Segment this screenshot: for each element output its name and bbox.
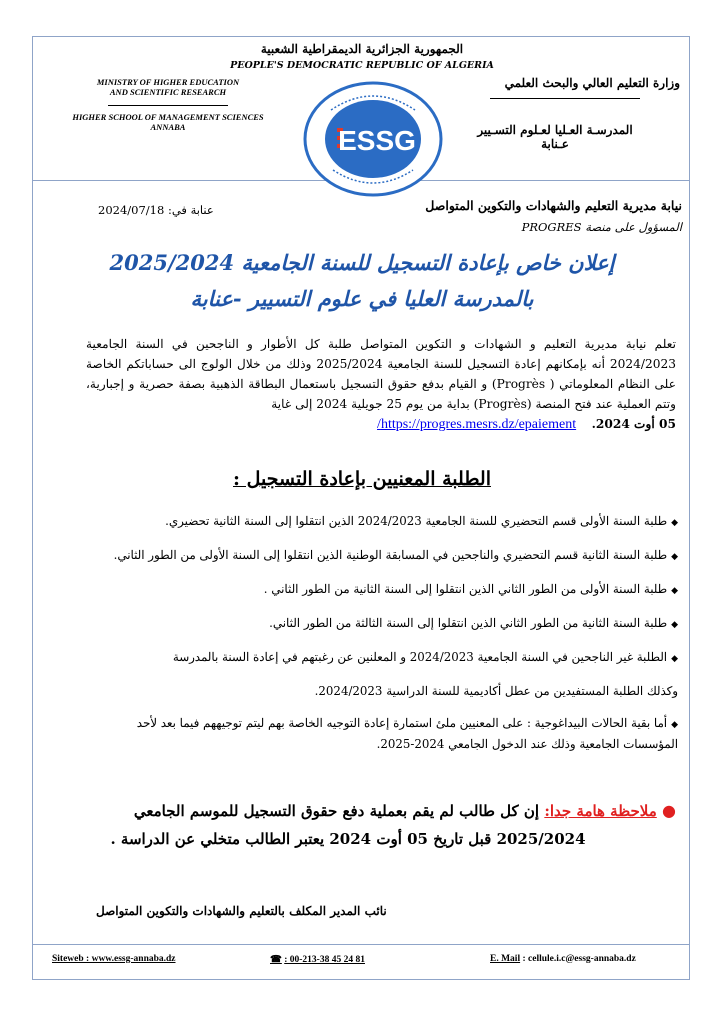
footer-divider: [32, 944, 690, 945]
platform-responsible: المسؤول على منصة PROGRES: [521, 220, 682, 234]
list-item: ◆الطلبة غير الناجحين في السنة الجامعية 2024/2023 و المعلنين عن رغبتهم في إعادة السنة بالمدرسة: [172, 650, 678, 664]
note-line2: 2025/2024 قبل تاريخ 05 أوت 2024 يعتبر الطالب متخلي عن الدراسة .: [110, 830, 586, 848]
republic-english: PEOPLE'S DEMOCRATIC REPUBLIC OF ALGERIA: [230, 60, 494, 71]
list-item: وكذلك الطلبة المستفيدين من عطل أكاديمية للسنة الدراسية 2024/2023.: [314, 684, 678, 698]
republic-arabic: الجمهورية الجزائرية الديمقراطية الشعبية: [260, 42, 464, 56]
intro-paragraph: [86, 334, 676, 435]
footer-phone: ☎ : 00-213-38 45 24 81: [270, 955, 365, 965]
ministry-ar: وزارة التعليم العالي والبحث العلمي: [504, 76, 680, 90]
divider: [108, 105, 228, 106]
department-name: نيابة مديرية التعليم والشهادات والتكوين المتواصل: [425, 198, 682, 213]
divider: [490, 98, 640, 99]
list-item: ◆طلبة السنة الثانية من الطور الثاني الذين انتقلوا إلى السنة الثالثة من الطور الثاني.: [269, 616, 678, 630]
intro-last-line: [86, 414, 676, 435]
signature: نائب المدير المكلف بالتعليم والشهادات والتكوين المتواصل: [96, 904, 387, 918]
list-item: ◆أما بقية الحالات البيداغوجية : على المعنيين ملئ استمارة إعادة التوجيه الخاصة بهم ليتم توجيههم فيما بعد لأحد المؤسسات الجامعية وذلك عند الدخول الجامعي 2024-2025.: [136, 716, 678, 751]
note-line1: ● ملاحظة هامة جدا: إن كل طالب لم يقم بعملية دفع حقوق التسجيل للموسم الجامعي: [133, 801, 676, 820]
students-list: [86, 512, 678, 767]
list-item: ◆طلبة السنة الأولى قسم التحضيري للسنة الجامعية 2024/2023 الذين انتقلوا إلى السنة الثانية تحضيري.: [165, 514, 678, 528]
announcement-subtitle: بالمدرسة العليا في علوم التسيير -عنابة: [190, 286, 534, 311]
intro-text: تعلم نيابة مديرية التعليم و الشهادات و التكوين المتواصل طلبة كل الأطوار و الناجحين في السنة الجامعية 2024/2023 أنه بإمكانهم إعادة التسجيل للسنة الجامعية 2025/2024 وذلك من خلال الولوج الى حساباتكم الخاصة على النظام المعلوماتي ( Progrès) و القيام بدفع حقوق التسجيل باستعمال البطاقة الذهبية بصفة حصرية و إجبارية، وتتم العملية عند فتح المنصة (Progrès) بداية من يوم 25 جويلية 2024 إلى غاية: [86, 337, 676, 411]
important-note: [80, 797, 676, 853]
school-logo: [303, 80, 443, 198]
list-item: ◆طلبة السنة الأولى من الطور الثاني الذين انتقلوا إلى السنة الثانية من الطور الثاني .: [263, 582, 678, 596]
school-en-line2: ANNABA: [150, 122, 186, 132]
ministry-arabic-block: [430, 76, 680, 151]
logo-text: ESSG: [338, 125, 416, 156]
footer-email[interactable]: E. Mail : cellule.i.c@essg-annaba.dz: [490, 954, 636, 964]
note-label: ملاحظة هامة جدا:: [544, 802, 657, 820]
concerned-students-heading: الطلبة المعنيين بإعادة التسجيل :: [233, 468, 491, 490]
school-en-line1: HIGHER SCHOOL OF MANAGEMENT SCIENCES: [72, 112, 264, 122]
document-date: عنابة في: 2024/07/18: [98, 203, 214, 217]
school-ar-line2: عـنابة: [541, 137, 569, 151]
red-dot-icon: ●: [662, 801, 676, 820]
epaiement-link[interactable]: https://progres.mesrs.dz/epaiement/: [377, 417, 577, 432]
school-ar-line1: المدرسـة العـليا لعـلوم التسـيير: [477, 123, 633, 137]
phone-icon: ☎: [270, 955, 282, 965]
ministry-en-line1: MINISTRY OF HIGHER EDUCATION: [96, 77, 240, 87]
ministry-en-line2: AND SCIENTIFIC RESEARCH: [109, 87, 227, 97]
intro-end-date: 05 أوت 2024.: [591, 417, 676, 431]
footer-website[interactable]: Siteweb : www.essg-annaba.dz: [52, 954, 176, 964]
ministry-english-block: [48, 77, 288, 132]
announcement-title: إعلان خاص بإعادة التسجيل للسنة الجامعية 2025/2024: [109, 250, 615, 275]
list-item: ◆طلبة السنة الثانية قسم التحضيري والناجحين في المسابقة الوطنية الذين انتقلوا إلى السنة الأولى من الطور الثاني.: [113, 548, 678, 562]
